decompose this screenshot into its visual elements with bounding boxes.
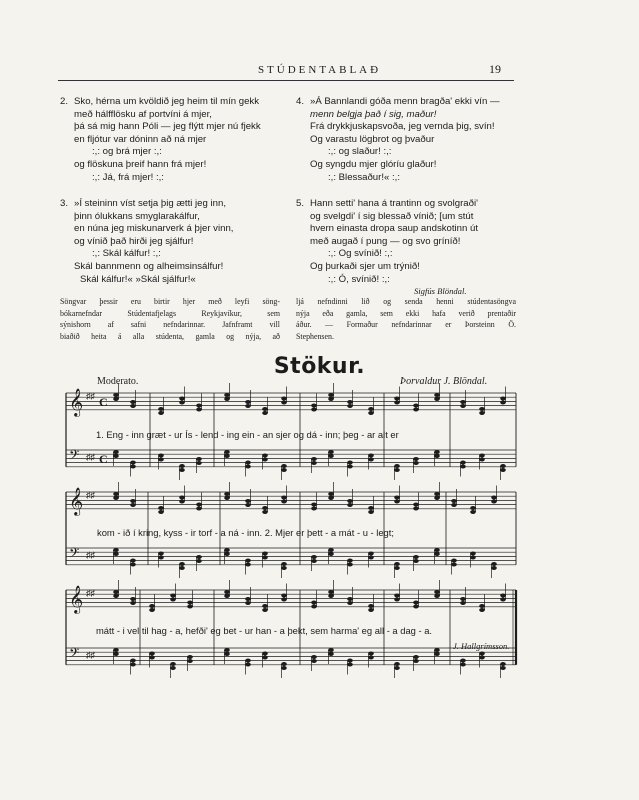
- stanza-line: með augað í pung — og svo gríníð!: [310, 235, 461, 247]
- note-head: [187, 605, 193, 609]
- note-head: [328, 648, 334, 652]
- note-head: [262, 407, 268, 411]
- note-head: [368, 604, 374, 608]
- note-head: [245, 601, 251, 605]
- note-head: [328, 496, 334, 500]
- note-head: [311, 555, 317, 559]
- note-head: [434, 648, 440, 652]
- note-head: [394, 397, 400, 401]
- note-head: [262, 411, 268, 415]
- note-head: [460, 597, 466, 601]
- note-head: [394, 468, 400, 472]
- note-head: [413, 655, 419, 659]
- note-head: [500, 594, 506, 598]
- note-head: [281, 401, 287, 405]
- note-head: [113, 594, 119, 598]
- note-head: [470, 510, 476, 514]
- bass-clef: 𝄢: [69, 447, 80, 466]
- note-head: [196, 404, 202, 408]
- note-head: [479, 608, 485, 612]
- key-signature: ♯♯: [86, 391, 95, 401]
- note-head: [328, 393, 334, 397]
- note-head: [281, 397, 287, 401]
- key-signature: ♯♯: [86, 452, 95, 462]
- note-head: [281, 468, 287, 472]
- note-head: [347, 563, 353, 567]
- note-head: [158, 407, 164, 411]
- note-head: [113, 450, 119, 454]
- note-head: [311, 655, 317, 659]
- note-head: [368, 454, 374, 458]
- note-head: [479, 656, 485, 660]
- note-head: [368, 458, 374, 462]
- note-head: [262, 604, 268, 608]
- poem-signature: Sigfús Blöndal.: [414, 286, 467, 296]
- note-head: [479, 454, 485, 458]
- note-head: [179, 401, 185, 405]
- note-head: [311, 559, 317, 563]
- time-signature: C: [99, 395, 108, 409]
- note-head: [413, 408, 419, 412]
- note-head: [170, 594, 176, 598]
- note-head: [368, 652, 374, 656]
- lyricist-credit: J. Hallgrímsson.: [453, 641, 510, 651]
- note-head: [311, 457, 317, 461]
- stanza-line: :,: og brá mjer :,:: [92, 146, 162, 158]
- note-head: [368, 510, 374, 514]
- note-head: [311, 461, 317, 465]
- stanza-line: Og syngdu mjer glóríu glaður!: [310, 158, 437, 170]
- note-head: [224, 652, 230, 656]
- note-head: [434, 397, 440, 401]
- note-head: [479, 458, 485, 462]
- note-head: [368, 608, 374, 612]
- note-head: [491, 496, 497, 500]
- note-head: [245, 663, 251, 667]
- lyrics-line-1: 1. Eng - inn græt - ur Ís - lend - ing ein - an sjer og dá - inn; þeg - ar alt er: [96, 429, 399, 440]
- notice-line: bókarnefndar Stúdentafjelags Reykjavíkur, sem: [60, 308, 280, 318]
- note-head: [262, 454, 268, 458]
- note-head: [328, 450, 334, 454]
- stanza-line: og flöskuna þreif hann frá mjer!: [74, 158, 207, 170]
- stanza-line: :,: og slaður! :,:: [328, 146, 392, 158]
- note-head: [479, 604, 485, 608]
- note-head: [179, 496, 185, 500]
- note-head: [113, 648, 119, 652]
- treble-clef: 𝄞: [69, 388, 84, 416]
- stanza-line: Og þurkaði sjer um trýnið!: [310, 260, 420, 272]
- page-number: 19: [489, 62, 501, 76]
- note-head: [347, 404, 353, 408]
- note-head: [179, 397, 185, 401]
- note-head: [328, 454, 334, 458]
- note-head: [196, 559, 202, 563]
- note-head: [113, 393, 119, 397]
- note-head: [179, 468, 185, 472]
- note-head: [281, 500, 287, 504]
- note-head: [434, 393, 440, 397]
- note-head: [394, 662, 400, 666]
- note-head: [130, 400, 136, 404]
- note-head: [413, 404, 419, 408]
- note-head: [368, 506, 374, 510]
- note-head: [479, 652, 485, 656]
- note-head: [179, 562, 185, 566]
- note-head: [281, 566, 287, 570]
- stanza-line: þá sá mig hann Póli — jeg flýtt mjer nú fjekk: [74, 121, 261, 133]
- note-head: [245, 465, 251, 469]
- note-head: [413, 503, 419, 507]
- note-head: [491, 500, 497, 504]
- note-head: [347, 461, 353, 465]
- note-head: [245, 461, 251, 465]
- key-signature: ♯♯: [86, 490, 95, 500]
- journal-title: STÚDENTABLAÐ: [257, 64, 382, 76]
- notice-line: biaðið heita á alla stúdenta, gamla og nýja, að: [60, 331, 280, 341]
- note-head: [262, 656, 268, 660]
- note-head: [460, 601, 466, 605]
- note-head: [500, 598, 506, 602]
- note-head: [311, 601, 317, 605]
- note-head: [196, 461, 202, 465]
- note-head: [394, 598, 400, 602]
- stanza-line: »Í steininn víst setja þig ætti jeg inn,: [74, 198, 226, 209]
- stanza-line: Skál bannmenn og alheimsinsálfur!: [74, 260, 224, 272]
- note-head: [130, 503, 136, 507]
- note-head: [368, 556, 374, 560]
- note-head: [130, 465, 136, 469]
- note-head: [500, 397, 506, 401]
- note-head: [413, 507, 419, 511]
- note-head: [460, 465, 466, 469]
- stanza-line: en núna jeg miskunarverk á þjer vinn,: [74, 223, 234, 235]
- note-head: [158, 510, 164, 514]
- note-head: [460, 663, 466, 667]
- note-head: [187, 655, 193, 659]
- note-head: [130, 559, 136, 563]
- note-head: [451, 503, 457, 507]
- notice-line: áður. — Formaður nefndarinnar er Þorsteinn Ö.: [296, 320, 516, 330]
- stanza-line: hvern einasta dropa saup andskotinn út: [310, 223, 479, 235]
- note-head: [113, 552, 119, 556]
- note-head: [245, 400, 251, 404]
- note-head: [224, 594, 230, 598]
- stanza-line: Sko, hérna um kvöldið jeg heim til mín gekk: [74, 96, 260, 107]
- note-head: [262, 506, 268, 510]
- note-head: [262, 510, 268, 514]
- note-head: [281, 662, 287, 666]
- note-head: [413, 601, 419, 605]
- note-head: [130, 404, 136, 408]
- composer-credit: Þorvaldur J. Blöndal.: [400, 376, 488, 387]
- note-head: [434, 450, 440, 454]
- song-title: Stökur.: [273, 354, 366, 379]
- note-head: [130, 659, 136, 663]
- note-head: [460, 659, 466, 663]
- note-head: [347, 601, 353, 605]
- note-head: [451, 559, 457, 563]
- note-head: [394, 594, 400, 598]
- note-head: [434, 496, 440, 500]
- note-head: [434, 552, 440, 556]
- lyrics-line-3: mátt - i vel til hag - a, hefði' eg bet - ur han - a þekt, sem harma' eg all - a dag - a.: [96, 625, 433, 636]
- note-head: [196, 457, 202, 461]
- stanza-line: Skál kálfur!« »Skál sjálfur!«: [80, 273, 196, 285]
- note-head: [479, 407, 485, 411]
- note-head: [113, 492, 119, 496]
- note-head: [311, 503, 317, 507]
- note-head: [113, 454, 119, 458]
- note-head: [311, 659, 317, 663]
- stanza-number: 4.: [296, 96, 305, 107]
- note-head: [281, 594, 287, 598]
- stanza-number: 5.: [296, 198, 305, 209]
- note-head: [413, 555, 419, 559]
- note-head: [347, 465, 353, 469]
- note-head: [262, 608, 268, 612]
- stanza-line: Frá drykkjuskapsvoða, jeg vernda þig, svín!: [310, 121, 495, 133]
- note-head: [149, 604, 155, 608]
- note-head: [328, 397, 334, 401]
- note-head: [470, 506, 476, 510]
- note-head: [394, 566, 400, 570]
- note-head: [113, 548, 119, 552]
- note-head: [113, 496, 119, 500]
- note-head: [113, 652, 119, 656]
- note-head: [460, 461, 466, 465]
- note-head: [158, 556, 164, 560]
- note-head: [170, 662, 176, 666]
- note-head: [245, 563, 251, 567]
- note-head: [479, 411, 485, 415]
- note-head: [434, 590, 440, 594]
- note-head: [347, 559, 353, 563]
- note-head: [368, 656, 374, 660]
- stanza-line: :,: Já, frá mjer! :,:: [92, 171, 164, 183]
- key-signature: ♯♯: [86, 588, 95, 598]
- note-head: [224, 397, 230, 401]
- notice-line: ljá nefndinni lið og senda henni stúdentasöngva: [296, 297, 516, 306]
- tempo-marking: Moderato.: [97, 376, 139, 387]
- notice-line: Söngvar þessir eru birtir hjer með leyfi söng-: [60, 297, 280, 306]
- note-head: [187, 601, 193, 605]
- note-head: [500, 468, 506, 472]
- note-head: [149, 608, 155, 612]
- stanza-line: Hann setti' hana á trantinn og svolgraði': [310, 198, 478, 209]
- note-head: [328, 652, 334, 656]
- note-head: [224, 454, 230, 458]
- note-head: [491, 566, 497, 570]
- note-head: [434, 652, 440, 656]
- note-head: [196, 507, 202, 511]
- note-head: [347, 503, 353, 507]
- note-head: [347, 597, 353, 601]
- stanza-number: 3.: [60, 198, 69, 209]
- stanza-line: Og varastu lögbrot og þvaður: [310, 133, 435, 145]
- note-head: [394, 401, 400, 405]
- note-head: [170, 666, 176, 670]
- note-head: [170, 598, 176, 602]
- notice-line: nýja eða gamla, sem ekki hafa verið prentaðir: [296, 308, 516, 318]
- stanza-number: 2.: [60, 96, 69, 107]
- note-head: [113, 397, 119, 401]
- note-head: [394, 496, 400, 500]
- note-head: [500, 401, 506, 405]
- note-head: [451, 563, 457, 567]
- note-head: [179, 566, 185, 570]
- note-head: [224, 648, 230, 652]
- note-head: [470, 556, 476, 560]
- note-head: [347, 400, 353, 404]
- note-head: [491, 562, 497, 566]
- note-head: [394, 464, 400, 468]
- note-head: [113, 590, 119, 594]
- note-head: [149, 656, 155, 660]
- note-head: [281, 598, 287, 602]
- note-head: [224, 590, 230, 594]
- lyrics-line-2: kom - ið í kring, kyss - ir torf - a ná - inn. 2. Mjer er þett - a mát - u - legt;: [97, 527, 394, 538]
- note-head: [413, 559, 419, 563]
- note-head: [224, 450, 230, 454]
- note-head: [281, 666, 287, 670]
- note-head: [158, 458, 164, 462]
- note-head: [413, 605, 419, 609]
- note-head: [394, 500, 400, 504]
- note-head: [311, 507, 317, 511]
- note-head: [434, 548, 440, 552]
- note-head: [451, 499, 457, 503]
- stanza-line: menn belgja það í sig, maður!: [310, 108, 437, 120]
- note-head: [460, 400, 466, 404]
- notice-line: sýnishorn af safni nefndarinnar. Jafnframt vill: [60, 320, 280, 330]
- note-head: [328, 548, 334, 552]
- note-head: [158, 454, 164, 458]
- note-head: [281, 496, 287, 500]
- note-head: [245, 503, 251, 507]
- note-head: [368, 411, 374, 415]
- note-head: [328, 590, 334, 594]
- note-head: [368, 407, 374, 411]
- stanza-line: :,: Og svínið! :,:: [328, 248, 393, 260]
- key-signature: ♯♯: [86, 650, 95, 660]
- note-head: [460, 404, 466, 408]
- note-head: [187, 659, 193, 663]
- note-head: [328, 552, 334, 556]
- note-head: [311, 404, 317, 408]
- notice-line: Stephensen.: [296, 331, 334, 341]
- note-head: [281, 464, 287, 468]
- note-head: [434, 454, 440, 458]
- note-head: [245, 597, 251, 601]
- stanza-line: :,: Skál kálfur! :,:: [92, 248, 161, 260]
- note-head: [347, 499, 353, 503]
- treble-clef: 𝄞: [69, 487, 84, 515]
- note-head: [328, 594, 334, 598]
- bass-clef: 𝄢: [69, 545, 80, 564]
- note-head: [245, 404, 251, 408]
- note-head: [434, 594, 440, 598]
- note-head: [224, 496, 230, 500]
- note-head: [149, 652, 155, 656]
- note-head: [413, 659, 419, 663]
- note-head: [179, 500, 185, 504]
- treble-clef: 𝄞: [69, 585, 84, 613]
- note-head: [311, 408, 317, 412]
- note-head: [368, 552, 374, 556]
- note-head: [347, 659, 353, 663]
- stanza-line: og vínið það hirði jeg sjálfur!: [74, 235, 194, 247]
- note-head: [224, 552, 230, 556]
- note-head: [130, 663, 136, 667]
- stanza-line: »Á Bannlandi góða menn bragða' ekki vín —: [310, 96, 500, 107]
- note-head: [281, 562, 287, 566]
- note-head: [500, 464, 506, 468]
- note-head: [130, 563, 136, 567]
- stanza-line: með hálfflösku af portvíni á mjer,: [74, 108, 212, 120]
- note-head: [262, 556, 268, 560]
- note-head: [196, 503, 202, 507]
- note-head: [130, 597, 136, 601]
- note-head: [328, 492, 334, 496]
- note-head: [224, 492, 230, 496]
- stanza-line: og svelgdi' í sig blessað vínið; [um stút: [310, 210, 474, 222]
- bass-clef: 𝄢: [69, 645, 80, 664]
- note-head: [262, 458, 268, 462]
- note-head: [130, 601, 136, 605]
- note-head: [470, 552, 476, 556]
- note-head: [413, 457, 419, 461]
- note-head: [224, 548, 230, 552]
- note-head: [179, 464, 185, 468]
- stanza-line: en fljótur var dóninn að ná mjer: [74, 133, 207, 145]
- time-signature: C: [99, 452, 108, 466]
- note-head: [394, 562, 400, 566]
- note-head: [434, 492, 440, 496]
- note-head: [245, 499, 251, 503]
- note-head: [413, 461, 419, 465]
- note-head: [196, 408, 202, 412]
- note-head: [158, 411, 164, 415]
- note-head: [130, 499, 136, 503]
- note-head: [158, 552, 164, 556]
- note-head: [245, 559, 251, 563]
- note-head: [311, 605, 317, 609]
- note-head: [130, 461, 136, 465]
- note-head: [500, 662, 506, 666]
- note-head: [158, 506, 164, 510]
- stanza-line: :,: Ó, svínið! :,:: [328, 273, 390, 285]
- note-head: [224, 393, 230, 397]
- note-head: [196, 555, 202, 559]
- key-signature: ♯♯: [86, 550, 95, 560]
- stanza-line: :,: Blessaður!« :,:: [328, 171, 400, 183]
- note-head: [262, 652, 268, 656]
- note-head: [245, 659, 251, 663]
- stanza-line: þinn ólukkans smyglarakálfur,: [74, 210, 200, 222]
- note-head: [262, 552, 268, 556]
- note-head: [500, 666, 506, 670]
- note-head: [347, 663, 353, 667]
- note-head: [394, 666, 400, 670]
